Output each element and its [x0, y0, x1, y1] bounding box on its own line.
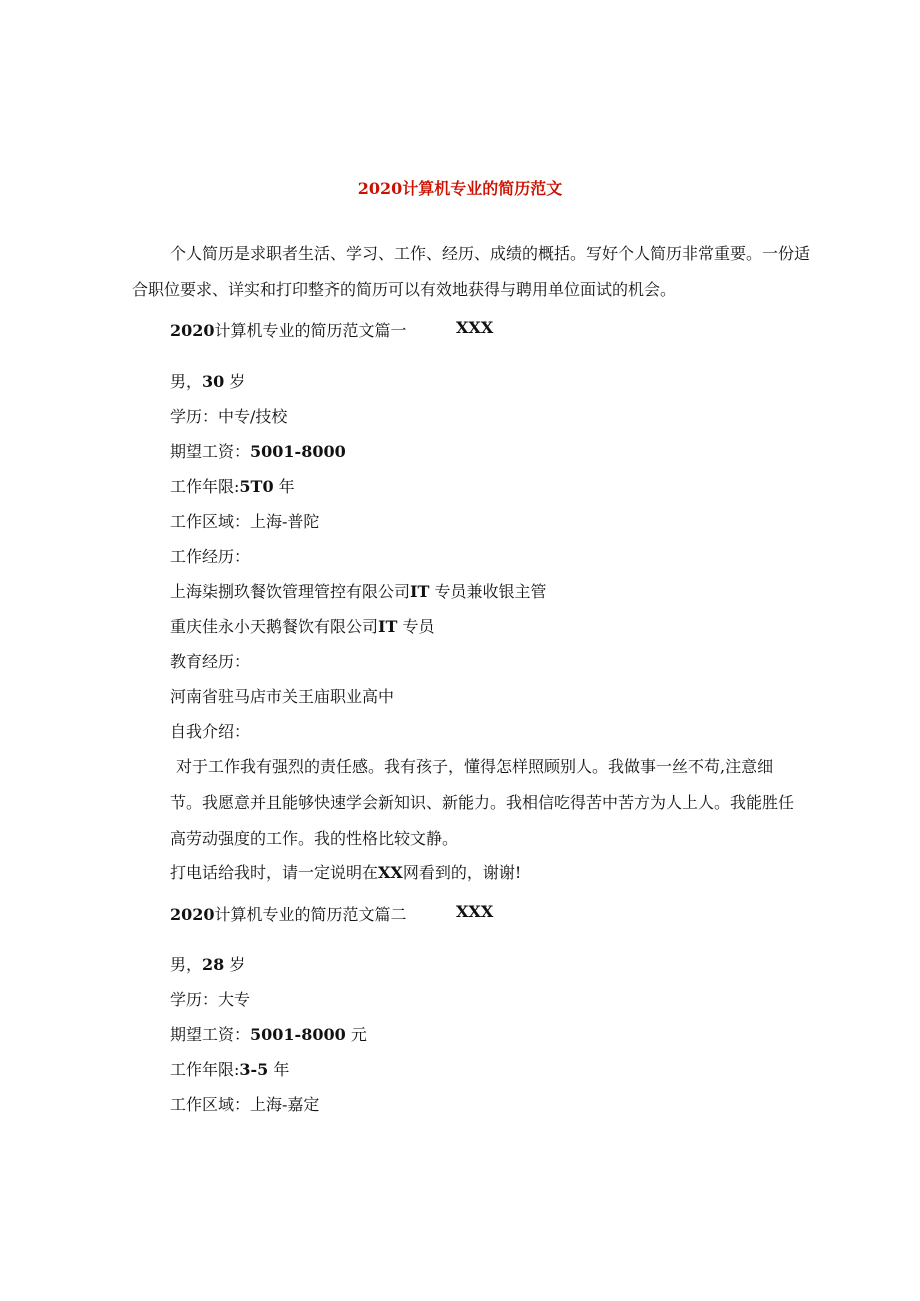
resume1-heading: 2020计算机专业的简历范文篇一: [170, 321, 407, 340]
resume2-salary: 期望工资：5001-8000 元: [170, 1025, 367, 1044]
resume1-job-1: 上海柒捌玖餐饮管理管控有限公司IT 专员兼收银主管: [170, 582, 547, 601]
resume2-work-years: 工作年限:3-5 年: [170, 1060, 290, 1079]
resume1-education-label: 教育经历：: [170, 652, 251, 671]
resume1-call-note: 打电话给我时，请一定说明在XX网看到的，谢谢!: [170, 863, 522, 882]
resume2-gender-age: 男，28 岁: [170, 955, 246, 974]
resume1-work-area: 工作区域：上海-普陀: [170, 512, 320, 531]
resume1-self-label: 自我介绍：: [170, 722, 251, 741]
resume1-work-years: 工作年限:5T0 年: [170, 477, 295, 496]
resume1-school: 河南省驻马店市关王庙职业高中: [170, 687, 395, 706]
resume1-name: XXX: [456, 318, 494, 337]
resume2-heading: 2020计算机专业的简历范文篇二: [170, 905, 407, 924]
document-title: 2020计算机专业的简历范文: [357, 179, 563, 198]
resume2-name: XXX: [456, 902, 494, 921]
intro-paragraph: 个人简历是求职者生活、学习、工作、经历、成绩的概括。写好个人简历非常重要。一份适合职位要求、详实和打印整齐的简历可以有效地获得与聘用单位面试的机会。: [132, 244, 811, 299]
resume1-education-level: 学历：中专/技校: [170, 407, 288, 426]
resume1-work-label: 工作经历：: [170, 547, 251, 566]
resume1-salary: 期望工资：5001-8000: [170, 442, 346, 461]
resume2-education-level: 学历：大专: [170, 990, 251, 1009]
resume2-work-area: 工作区域：上海-嘉定: [170, 1095, 320, 1114]
resume1-job-2: 重庆佳永小天鹅餐饮有限公司IT 专员: [170, 617, 435, 636]
resume1-gender-age: 男，30 岁: [170, 372, 246, 391]
resume1-self-intro: 对于工作我有强烈的责任感。我有孩子，懂得怎样照顾别人。我做事一丝不苟,注意细节。我愿意并且能够快速学会新知识、新能力。我相信吃得苦中苦方为人上人。我能胜任高劳动强度的工作。我的性格比较文静。: [170, 757, 795, 848]
